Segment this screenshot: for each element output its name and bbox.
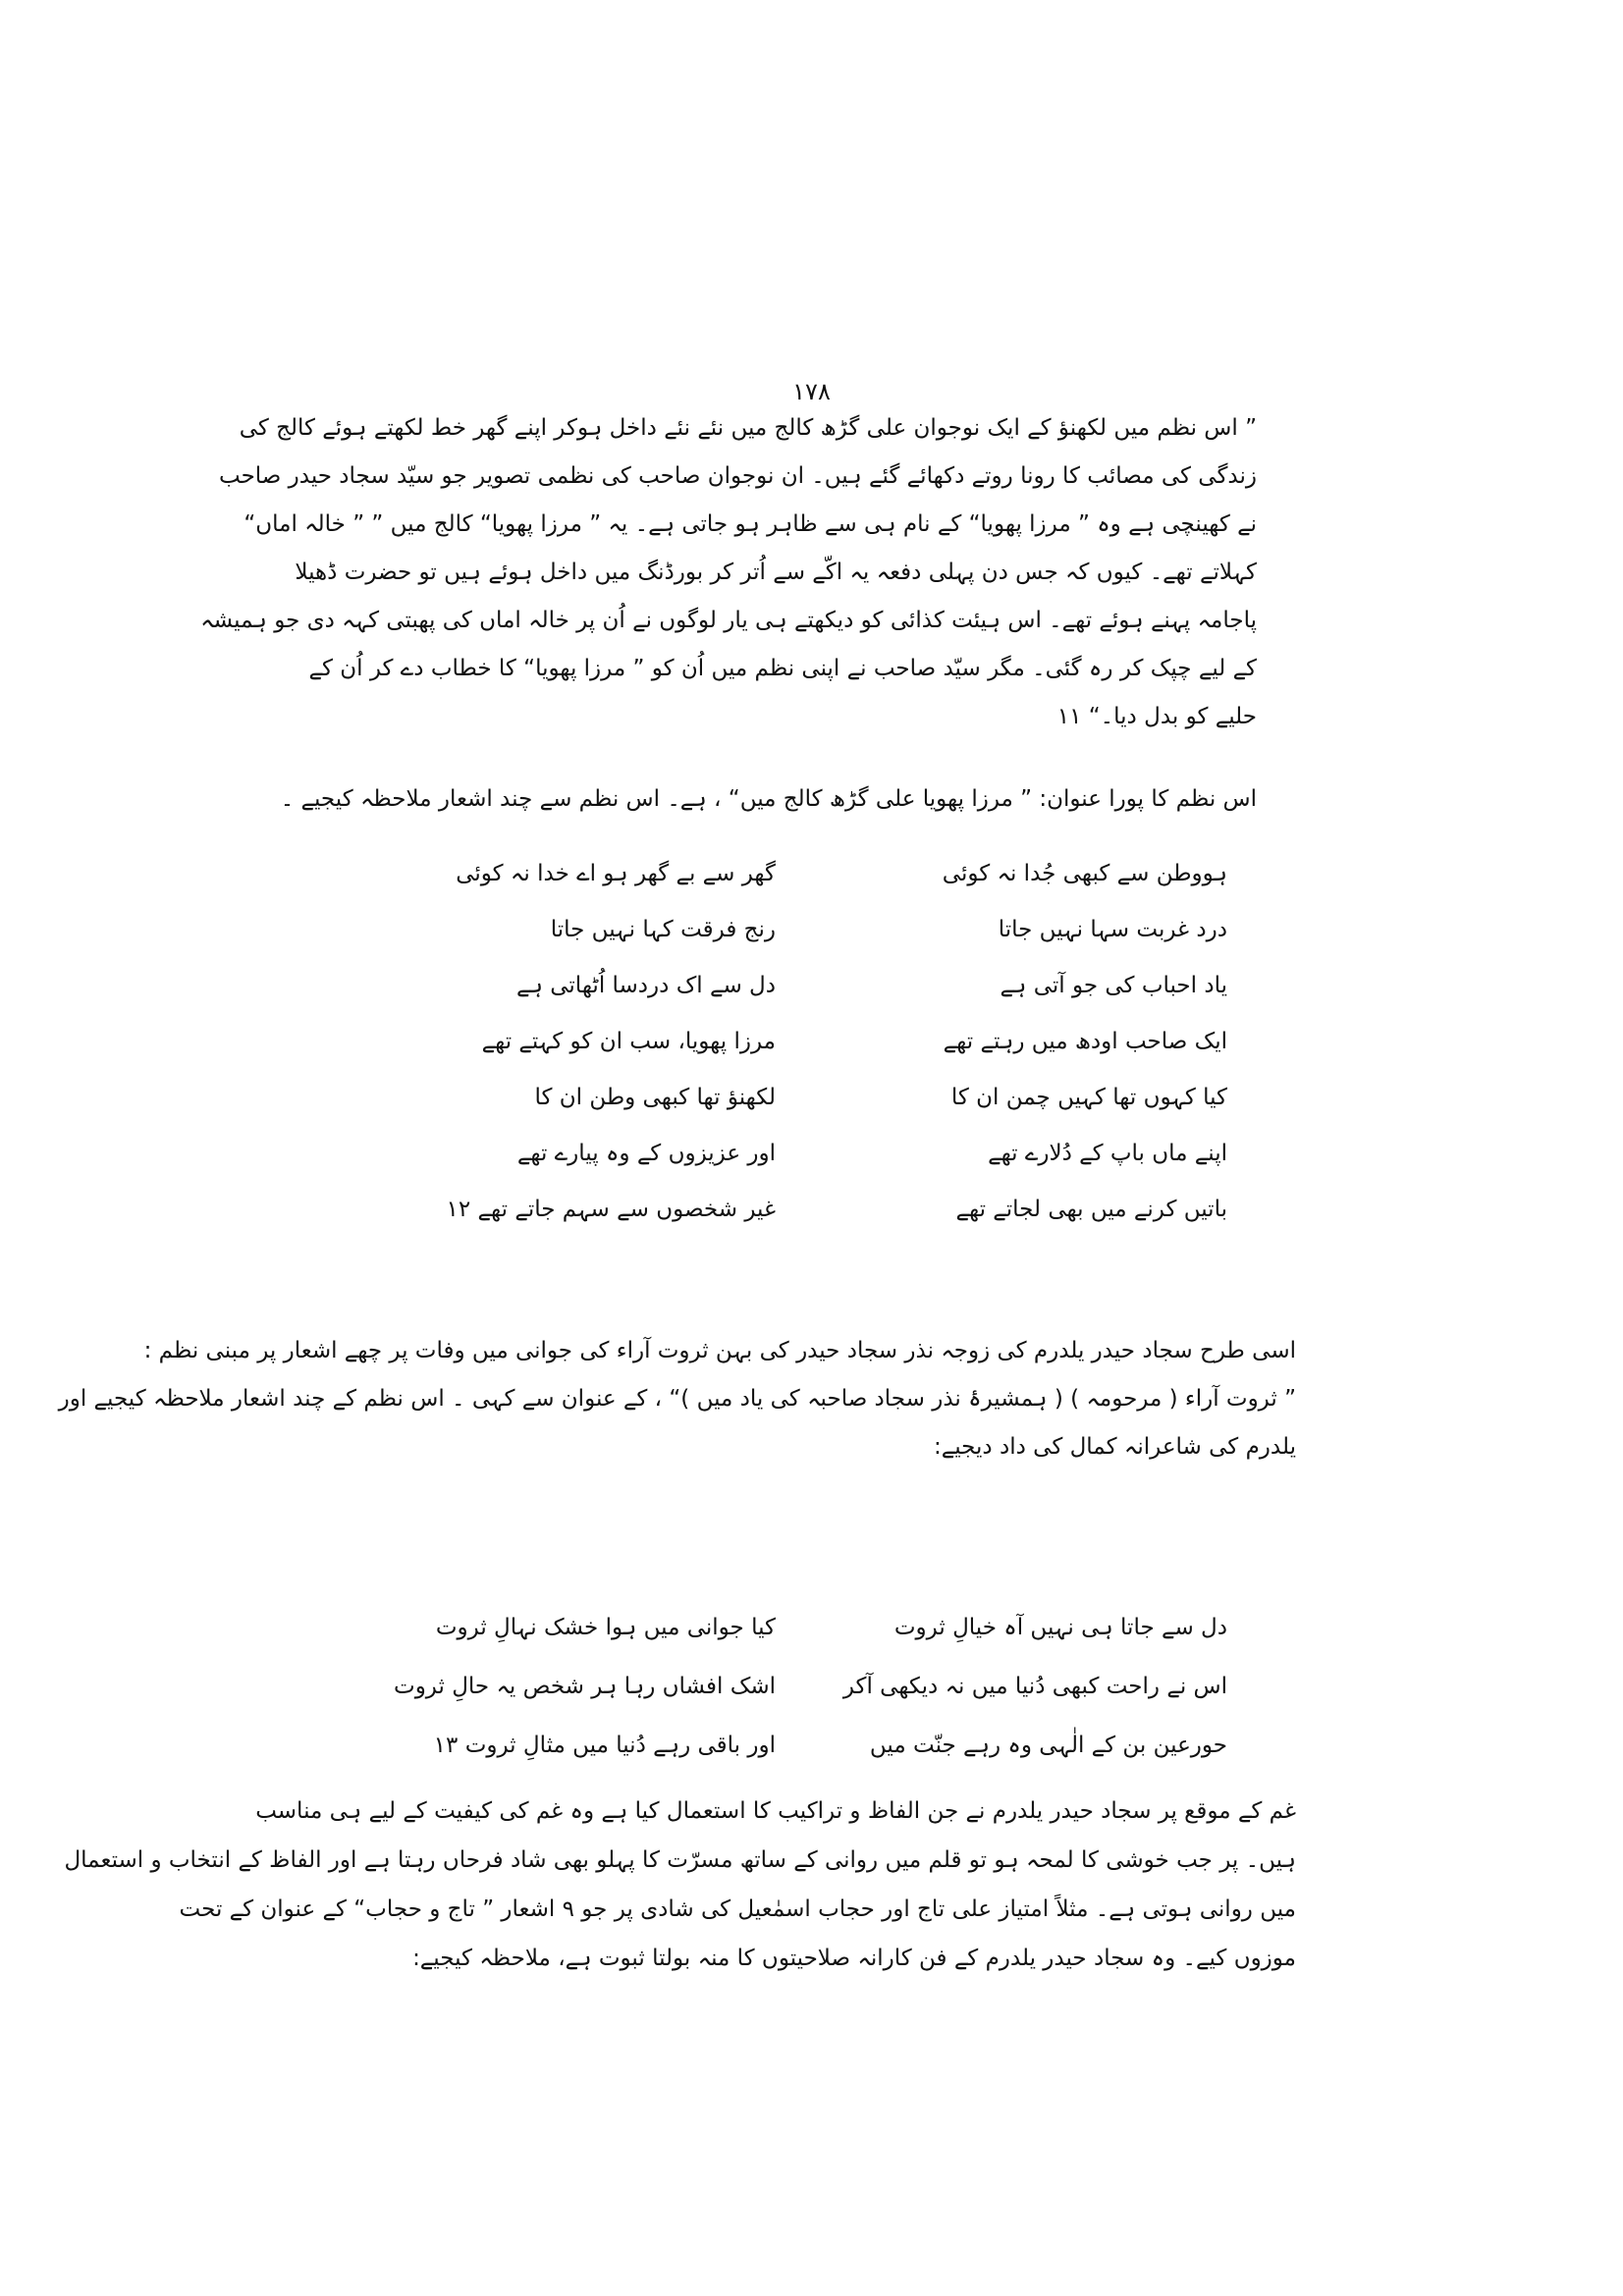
paragraph-line: یلدرم کی شاعرانہ کمال کی داد دیجیے: xyxy=(934,1434,1296,1460)
quote-line-7: حلیے کو بدل دیا۔“ ۱۱ xyxy=(1056,704,1257,729)
first-hemistich: درد غربت سہا نہیں جاتا xyxy=(998,917,1227,942)
first-hemistich: یاد احباب کی جو آتی ہے xyxy=(1000,973,1227,998)
couplet xyxy=(422,846,1227,902)
first-hemistich: اپنے ماں باپ کے دُلارے تھے xyxy=(988,1141,1227,1166)
first-hemistich: اس نے راحت کبھی دُنیا میں نہ دیکھی آکر xyxy=(842,1674,1227,1699)
paragraph-line: ہیں۔ پر جب خوشی کا لمحہ ہو تو قلم میں روانی کے ساتھ مسرّت کا پہلو بھی شاد فرحاں رہتا ہے اور الفاظ کے انتخاب و استعمال xyxy=(64,1847,1296,1873)
second-hemistich: غیر شخصوں سے سہم جاتے تھے ۱۲ xyxy=(446,1197,776,1222)
paragraph-line: ” ثروت آراء ( مرحومہ ) ( ہمشیرۂ نذر سجاد صاحبہ کی یاد میں )“ ، کے عنوان سے کہی ۔ اس نظم کے چند اشعار ملاحظہ کیجیے اور xyxy=(58,1386,1296,1412)
first-hemistich: ایک صاحب اودھ میں رہتے تھے xyxy=(943,1029,1227,1054)
couplet xyxy=(422,1598,1227,1657)
paragraph-line: غم کے موقع پر سجاد حیدر یلدرم نے جن الفاظ و تراکیب کا استعمال کیا ہے وہ غم کی کیفیت کے لیے ہی مناسب xyxy=(255,1798,1296,1824)
quote-line-3: نے کھینچی ہے وہ ” مرزا پھویا“ کے نام ہی سے ظاہر ہو جاتی ہے۔ یہ ” مرزا پھویا“ کالج میں ” ” خالہ اماں“ xyxy=(243,511,1257,537)
second-hemistich: دل سے اک دردسا اُٹھاتی ہے xyxy=(515,973,776,998)
second-hemistich: اشک افشاں رہا ہر شخص یہ حالِ ثروت xyxy=(394,1674,776,1699)
quote-line-2: زندگی کی مصائب کا رونا روتے دکھائے گئے ہیں۔ ان نوجوان صاحب کی نظمی تصویر جو سیّد سجاد حیدر صاحب xyxy=(218,463,1257,489)
couplet xyxy=(422,902,1227,958)
couplet xyxy=(422,1182,1227,1238)
couplet xyxy=(422,1070,1227,1126)
second-hemistich: لکھنؤ تھا کبھی وطن ان کا xyxy=(534,1085,776,1110)
quote-line-6: کے لیے چپک کر رہ گئی۔ مگر سیّد صاحب نے اپنی نظم میں اُن کو ” مرزا پھویا“ کا خطاب دے کر اُن کے xyxy=(308,656,1257,681)
quote-line-4: کہلاتے تھے۔ کیوں کہ جس دن پہلی دفعہ یہ اکّے سے اُتر کر بورڈنگ میں داخل ہوئے ہیں تو حضرت ڈھیلا xyxy=(295,560,1257,585)
paragraph-line: موزوں کیے۔ وہ سجاد حیدر یلدرم کے فن کارانہ صلاحیتوں کا منہ بولتا ثبوت ہے، ملاحظہ کیجیے: xyxy=(412,1946,1296,1971)
couplet xyxy=(394,1657,1227,1716)
first-hemistich: کیا کہوں تھا کہیں چمن ان کا xyxy=(950,1085,1227,1110)
first-hemistich: حورعین بن کے الٰہی وہ رہے جنّت میں xyxy=(869,1733,1227,1758)
second-hemistich: مرزا پھویا، سب ان کو کہتے تھے xyxy=(481,1029,776,1054)
couplet xyxy=(422,1126,1227,1182)
quote-paragraph xyxy=(200,404,1257,741)
paragraph-taj-o-hijab xyxy=(64,1787,1296,1983)
couplet xyxy=(422,958,1227,1014)
quote-line-5: پاجامہ پہنے ہوئے تھے۔ اس ہیئت کذائی کو دیکھتے ہی یار لوگوں نے اُن پر خالہ اماں کی پھبتی کہہ دی جو ہمیشہ xyxy=(200,608,1257,633)
page-number: ۱۷۸ xyxy=(792,378,831,405)
second-hemistich: اور باقی رہے دُنیا میں مثالِ ثروت ۱۳ xyxy=(433,1733,776,1758)
paragraph-sarwat-ara xyxy=(58,1327,1296,1471)
couplet xyxy=(422,1014,1227,1070)
second-hemistich: کیا جوانی میں ہوا خشک نہالِ ثروت xyxy=(435,1615,776,1640)
quote-line-1: ” اس نظم میں لکھنؤ کے ایک نوجوان علی گڑھ کالج میں نئے نئے داخل ہوکر اپنے گھر خط لکھتے ہوئے کالج کی xyxy=(239,415,1257,441)
second-hemistich: رنج فرقت کہا نہیں جاتا xyxy=(550,917,776,942)
poem-mirza-phoya xyxy=(422,846,1227,1238)
paragraph-line: میں روانی ہوتی ہے۔ مثلاً امتیاز علی تاج اور حجاب اسمٰعیل کی شادی پر جو ۹ اشعار ” تاج و حجاب“ کے عنوان کے تحت xyxy=(179,1896,1296,1922)
poem-sarwat-ara xyxy=(394,1598,1227,1775)
second-hemistich: گھر سے بے گھر ہو اے خدا نہ کوئی xyxy=(456,861,776,886)
first-hemistich: باتیں کرنے میں بھی لجاتے تھے xyxy=(955,1197,1227,1222)
first-hemistich: دل سے جاتا ہی نہیں آہ خیالِ ثروت xyxy=(893,1615,1227,1640)
paragraph-line: اسی طرح سجاد حیدر یلدرم کی زوجہ نذر سجاد حیدر کی بہن ثروت آراء کی جوانی میں وفات پر چھے اشعار پر مبنی نظم : xyxy=(143,1338,1296,1363)
first-hemistich: ہووطن سے کبھی جُدا نہ کوئی xyxy=(942,861,1227,886)
poem-intro-line: اس نظم کا پورا عنوان: ” مرزا پھویا علی گڑھ کالج میں“ ، ہے۔ اس نظم سے چند اشعار ملاحظہ کیجیے ۔ xyxy=(280,786,1257,812)
couplet xyxy=(422,1716,1227,1775)
second-hemistich: اور عزیزوں کے وہ پیارے تھے xyxy=(516,1141,776,1166)
